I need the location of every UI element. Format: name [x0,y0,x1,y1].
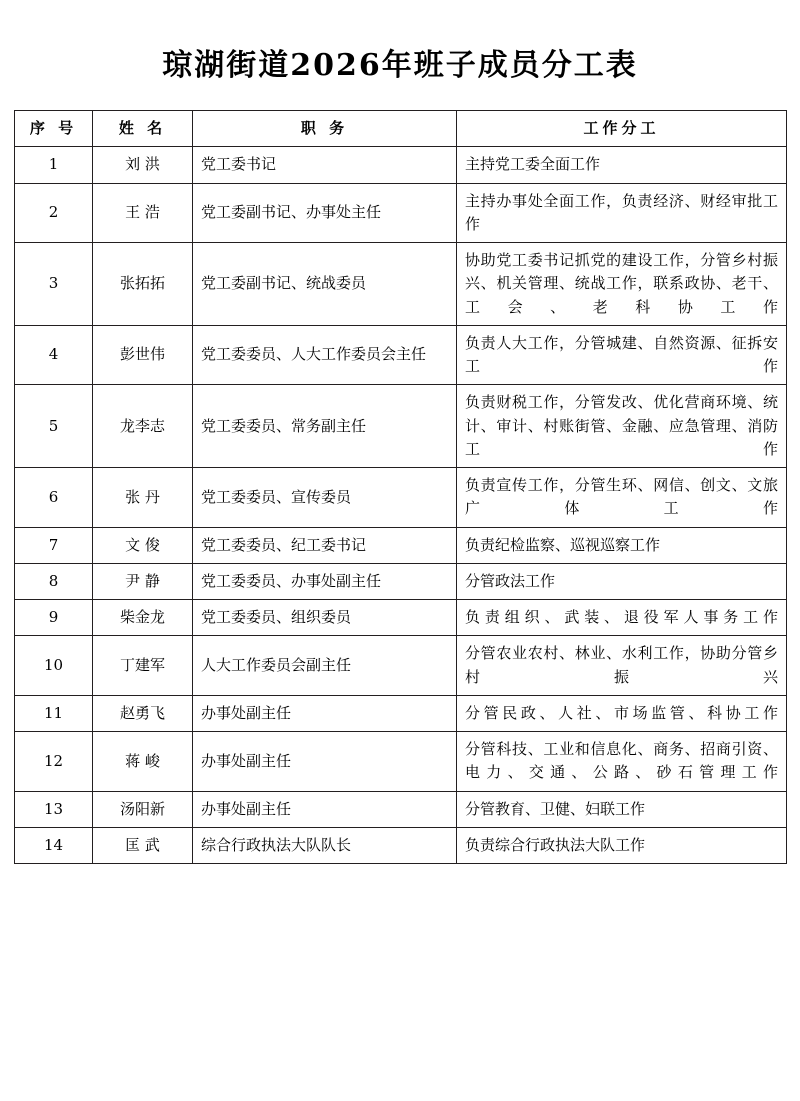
cell-post: 党工委书记 [193,147,457,183]
cell-duty: 分管政法工作 [457,563,787,599]
cell-no: 9 [15,600,93,636]
cell-name: 张 丹 [93,468,193,528]
cell-duty: 分管农业农村、林业、水利工作，协助分管乡村振兴 [457,636,787,696]
cell-post: 党工委委员、宣传委员 [193,468,457,528]
cell-no: 4 [15,325,93,385]
table-row [15,563,787,599]
table-row [15,468,787,528]
table-row [15,385,787,468]
cell-name: 蒋 峻 [93,732,193,792]
cell-duty: 负责财税工作，分管发改、优化营商环境、统计、审计、村账街管、金融、应急管理、消防工作 [457,385,787,468]
table-row [15,183,787,243]
table-row [15,636,787,696]
cell-post: 党工委委员、人大工作委员会主任 [193,325,457,385]
cell-name: 彭世伟 [93,325,193,385]
cell-duty: 分管科技、工业和信息化、商务、招商引资、电力、交通、公路、砂石管理工作 [457,732,787,792]
cell-no: 3 [15,243,93,326]
table-row [15,147,787,183]
cell-no: 11 [15,695,93,731]
column-header-no: 序 号 [15,111,93,147]
cell-name: 尹 静 [93,563,193,599]
table-row [15,732,787,792]
table-row [15,527,787,563]
cell-duty: 主持办事处全面工作，负责经济、财经审批工作 [457,183,787,243]
cell-name: 丁建军 [93,636,193,696]
cell-no: 13 [15,791,93,827]
cell-no: 6 [15,468,93,528]
cell-name: 柴金龙 [93,600,193,636]
cell-post: 综合行政执法大队队长 [193,827,457,863]
cell-no: 14 [15,827,93,863]
table-row [15,243,787,326]
division-of-duties-table [14,110,787,864]
cell-post: 党工委副书记、办事处主任 [193,183,457,243]
cell-name: 龙李志 [93,385,193,468]
cell-duty: 负责宣传工作，分管生环、网信、创文、文旅广体工作 [457,468,787,528]
cell-duty: 负责人大工作，分管城建、自然资源、征拆安工作 [457,325,787,385]
table-body [15,147,787,864]
table-row [15,827,787,863]
cell-post: 党工委副书记、统战委员 [193,243,457,326]
cell-name: 汤阳新 [93,791,193,827]
cell-no: 10 [15,636,93,696]
cell-name: 王 浩 [93,183,193,243]
column-header-post: 职 务 [193,111,457,147]
column-header-duty: 工作分工 [457,111,787,147]
cell-no: 7 [15,527,93,563]
cell-post: 党工委委员、纪工委书记 [193,527,457,563]
table-header-row [15,111,787,147]
cell-post: 办事处副主任 [193,791,457,827]
cell-name: 刘 洪 [93,147,193,183]
table-row [15,695,787,731]
cell-post: 党工委委员、组织委员 [193,600,457,636]
cell-post: 党工委委员、办事处副主任 [193,563,457,599]
table-header [15,111,787,147]
page-title: 琼湖街道2026年班子成员分工表 [162,48,638,83]
cell-no: 2 [15,183,93,243]
cell-no: 1 [15,147,93,183]
cell-no: 8 [15,563,93,599]
table-row [15,791,787,827]
cell-name: 赵勇飞 [93,695,193,731]
cell-post: 党工委委员、常务副主任 [193,385,457,468]
cell-post: 人大工作委员会副主任 [193,636,457,696]
table-row [15,600,787,636]
cell-name: 张拓拓 [93,243,193,326]
column-header-name: 姓 名 [93,111,193,147]
cell-post: 办事处副主任 [193,732,457,792]
cell-duty: 负责纪检监察、巡视巡察工作 [457,527,787,563]
table-row [15,325,787,385]
cell-duty: 协助党工委书记抓党的建设工作，分管乡村振兴、机关管理、统战工作，联系政协、老干、工会、老科协工作 [457,243,787,326]
cell-name: 匡 武 [93,827,193,863]
cell-name: 文 俊 [93,527,193,563]
cell-duty: 主持党工委全面工作 [457,147,787,183]
cell-no: 5 [15,385,93,468]
cell-post: 办事处副主任 [193,695,457,731]
cell-duty: 负责组织、武装、退役军人事务工作 [457,600,787,636]
cell-duty: 分管民政、人社、市场监管、科协工作 [457,695,787,731]
cell-duty: 分管教育、卫健、妇联工作 [457,791,787,827]
cell-no: 12 [15,732,93,792]
cell-duty: 负责综合行政执法大队工作 [457,827,787,863]
